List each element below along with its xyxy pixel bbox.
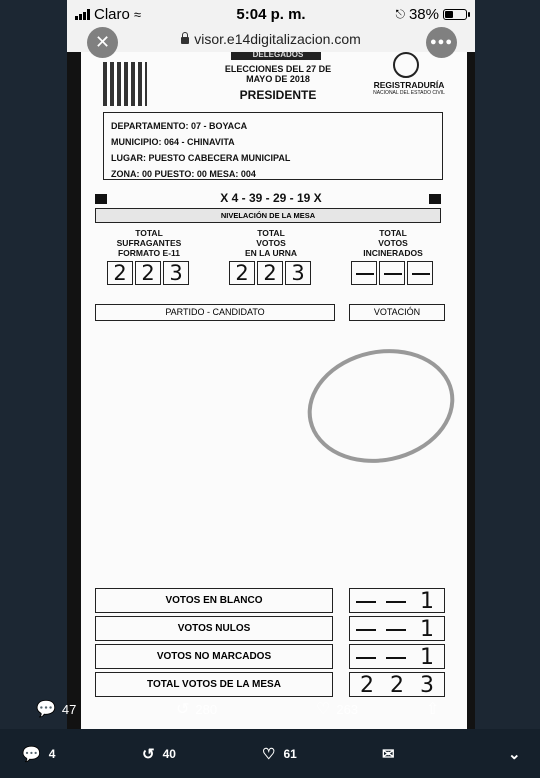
vote-digit: 3 [420,673,434,698]
viewer-reply-count: 47 [61,701,77,717]
total-digit [351,261,377,285]
summary-votes [349,644,445,669]
total-digit [407,261,433,285]
battery-icon [443,9,467,20]
share-icon: ⇧ [426,701,440,718]
total-digit: 2 [135,261,161,285]
wifi-icon: ≈ [133,7,141,22]
viewer-retweet-count: 280 [195,701,218,717]
form-code: X 4 - 39 - 29 - 19 X [220,191,322,205]
summary-label: VOTOS NO MARCADOS [95,644,333,669]
heart-icon: ♡ [316,701,331,718]
col-votacion-header: VOTACIÓN [349,304,445,321]
total-digit: 2 [257,261,283,285]
url-text: visor.e14digitalizacion.com [194,31,361,47]
like-count: 61 [283,747,297,761]
direct-message-button[interactable] [382,745,395,763]
dash-mark [412,273,430,275]
status-bar [67,0,475,30]
total-digit: 2 [229,261,255,285]
retweet-button[interactable] [142,745,176,763]
viewer-like-count: 263 [336,701,359,717]
dash-mark [386,601,406,603]
close-button[interactable]: ✕ [87,27,118,58]
e14-form [81,52,467,729]
vote-digit: 2 [360,673,374,698]
like-button[interactable] [262,745,297,763]
mail-icon: ✉ [382,746,395,763]
coat-of-arms-icon [393,52,419,78]
total-label-2: TOTAL VOTOS EN LA URNA [244,228,298,258]
document-viewer [67,52,475,729]
vote-digit: 1 [420,617,434,642]
tweet-action-bar [0,729,540,778]
office-title: PRESIDENTE [239,88,317,102]
registry-logo: REGISTRADURÍA NACIONAL DEL ESTADO CIVIL [373,80,445,96]
dash-mark [356,273,374,275]
summary-label: VOTOS EN BLANCO [95,588,333,613]
col-partido-header: PARTIDO - CANDIDATO [95,304,335,321]
header-top: DELEGADOS [252,52,304,59]
dash-mark [386,629,406,631]
reply-count: 4 [48,747,56,761]
nivelacion-banner: NIVELACIÓN DE LA MESA [95,208,441,223]
status-time: 5:04 p. m. [236,6,306,23]
lock-icon [181,37,189,44]
heart-icon: ♡ [262,746,276,763]
marker-left [95,194,107,204]
vote-digit: 1 [420,645,434,670]
dash-mark [356,601,376,603]
dash-mark [386,657,406,659]
total-digit [379,261,405,285]
total-label-1: TOTAL SUFRAGANTES FORMATO E-11 [116,228,182,258]
highlight-circle [297,336,465,476]
location-details: DEPARTAMENTO: 07 - BOYACA MUNICIPIO: 064 - CHINAVITA LUGAR: PUESTO CABECERA MUNICIPAL ZONA: 00 PUESTO: 00 MESA: 004 [111,121,291,179]
reply-button[interactable] [22,745,55,763]
total-digit: 2 [107,261,133,285]
summary-label: TOTAL VOTOS DE LA MESA [95,672,333,697]
marker-right [429,194,441,204]
total-label-3: TOTAL VOTOS INCINERADOS [363,228,423,258]
more-menu-button[interactable] [508,745,521,763]
viewer-reply-button[interactable] [36,699,76,719]
battery-percent: 38% [408,6,439,23]
more-options-button[interactable]: ●●● [426,27,457,58]
dash-mark [384,273,402,275]
vote-digit: 1 [420,589,434,614]
viewer-retweet-button[interactable] [176,699,217,719]
reply-icon: 💬 [22,746,41,763]
dash-mark [356,657,376,659]
retweet-icon: ↺ [142,746,155,763]
viewer-share-button[interactable] [426,699,439,719]
orientation-lock-icon: ⎋ [395,7,405,21]
summary-votes [349,588,445,613]
qr-code-icon [103,62,147,106]
retweet-icon: ↺ [176,701,190,718]
chevron-down-icon: ⌄ [508,746,521,763]
dash-mark [356,629,376,631]
battery-info [395,6,467,23]
summary-label: VOTOS NULOS [95,616,333,641]
carrier-name: Claro [94,6,130,23]
vote-digit: 2 [390,673,404,698]
reply-icon: 💬 [36,701,56,718]
election-title: ELECCIONES DEL 27 DE MAYO DE 2018 [224,64,332,84]
phone-screenshot [67,0,475,729]
total-digit: 3 [285,261,311,285]
viewer-like-button[interactable] [316,699,358,719]
summary-votes [349,616,445,641]
total-digit: 3 [163,261,189,285]
viewer-action-bar [26,690,466,727]
retweet-count: 40 [162,747,176,761]
browser-url-bar[interactable] [67,30,475,52]
